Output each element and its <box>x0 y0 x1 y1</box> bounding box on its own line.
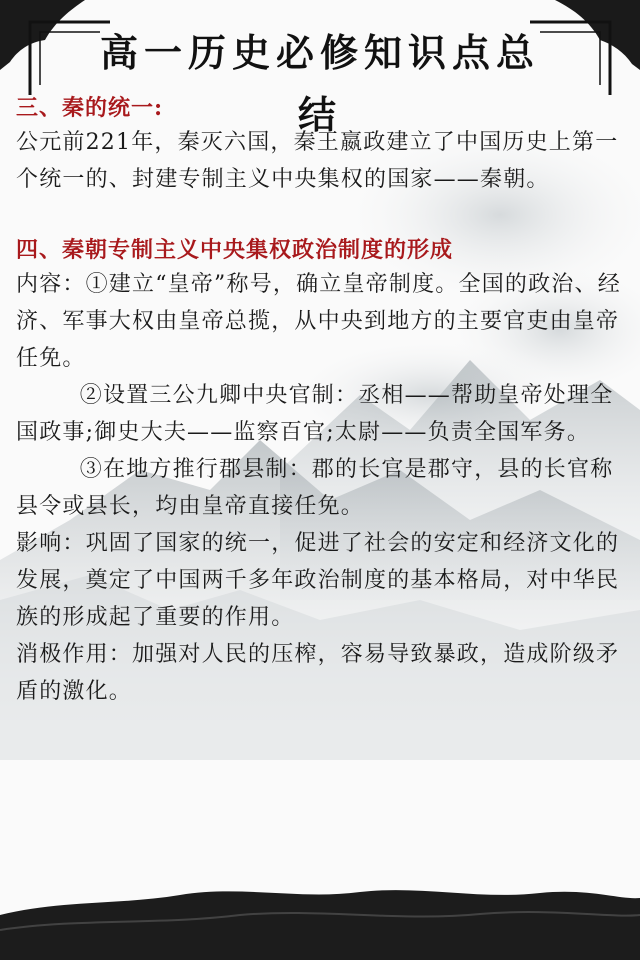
paragraph-negative-effects: 消极作用：加强对人民的压榨，容易导致暴政，造成阶级矛盾的激化。 <box>16 642 620 704</box>
paragraph-prefecture-county-system: ③在地方推行郡县制：郡的长官是郡守，县的长官称县令或县长，均由皇帝直接任免。 <box>16 457 614 519</box>
section-heading-centralized-system: 四、秦朝专制主义中央集权政治制度的形成 <box>16 237 454 263</box>
paragraph-three-dukes-nine-ministers: ②设置三公九卿中央官制：丞相——帮助皇帝处理全国政事;御史大夫——监察百官;太尉——负责全国军务。 <box>16 383 614 445</box>
paragraph-influence: 影响：巩固了国家的统一，促进了社会的安定和经济文化的发展，奠定了中国两千多年政治制度的基本格局，对中华民族的形成起了重要的作用。 <box>16 531 620 630</box>
section-spacer <box>16 198 626 234</box>
article-body <box>16 92 626 710</box>
page-title: 高一历史必修知识点总结 <box>99 30 540 137</box>
section-heading-qin-unification: 三、秦的统一: <box>16 95 164 121</box>
paragraph-qin-unification: 公元前221年，秦灭六国，秦王嬴政建立了中国历史上第一个统一的、封建专制主义中央集权的国家——秦朝。 <box>16 130 619 192</box>
paragraph-content-emperor: 内容：①建立“皇帝”称号，确立皇帝制度。全国的政治、经济、军事大权由皇帝总揽，从中央到地方的主要官吏由皇帝任免。 <box>16 272 621 371</box>
